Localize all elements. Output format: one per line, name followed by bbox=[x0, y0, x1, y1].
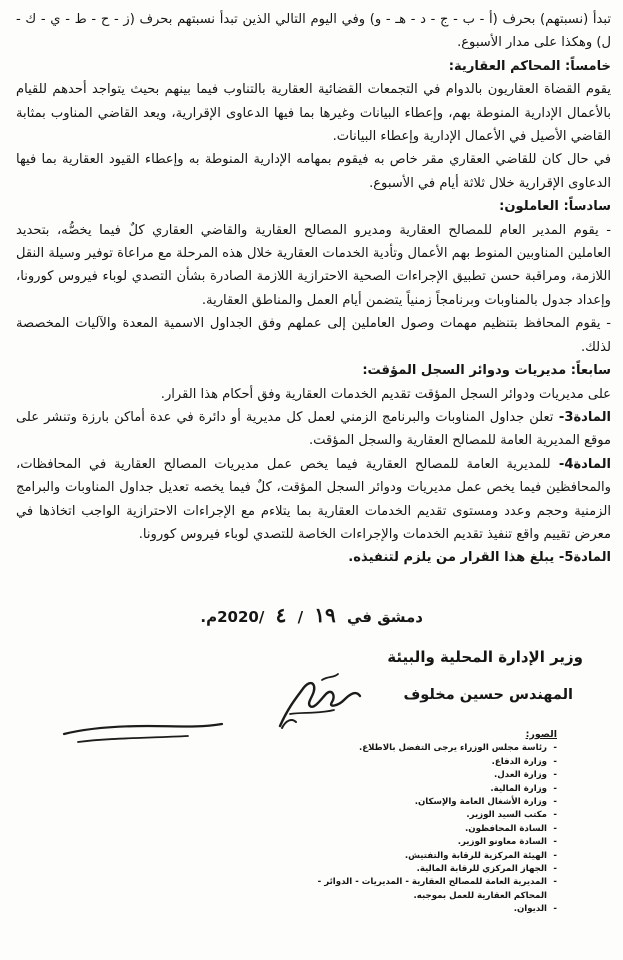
list-item: - الديوان. bbox=[267, 903, 557, 916]
article-3 bbox=[16, 406, 611, 453]
list-item: - مكتب السيد الوزير. bbox=[267, 809, 557, 822]
handwritten-stroke-icon bbox=[58, 712, 228, 752]
date-place: دمشق في bbox=[347, 608, 423, 626]
list-item: - وزارة الدفاع. bbox=[267, 756, 557, 769]
paragraph-temporary-registry: على مديريات ودوائر السجل المؤقت تقديم الخدمات العقارية وفق أحكام هذا القرار. bbox=[160, 386, 611, 402]
article-5 bbox=[16, 546, 611, 569]
section-heading-real-estate-courts: خامساً: المحاكم العقارية: bbox=[448, 58, 611, 74]
minister-name: المهندس حسين مخلوف bbox=[403, 687, 573, 703]
article-5-text: يبلغ هذا القرار من يلزم لتنفيذه. bbox=[348, 550, 555, 566]
article-4-label: المادة4- bbox=[550, 456, 612, 472]
article-4-text: للمديرية العامة للمصالح العقارية فيما يخص عمل مديريات المصالح العقارية في المحافظات، والمحافظين فيما يخص عمل مديريات ودوائر السجل المؤقت، كلٌ فيما يخصه تعديل جداول المناوبات والبرامج الزمنية وحجم وعدد ومستوى تقديم الخدمات العقارية بما يتلاءم مع الإجراءات الاحترازية الواجب اتخاذها في معرض تقييم واقع تنفيذ تقديم الخدمات والإجراءات الخاصة للتصدي لوباء فيروس كورونا. bbox=[16, 456, 611, 542]
list-item: - السادة معاونو الوزير. bbox=[267, 836, 557, 849]
article-4 bbox=[16, 453, 611, 547]
date-line bbox=[194, 603, 423, 627]
list-item: - الهيئة المركزية للرقابة والتفتيش. bbox=[267, 850, 557, 863]
paragraph-judges-rotation: يقوم القضاة العقاريون بالدوام في التجمعات القضائية العقارية بالتناوب فيما بينهم بحيث يتواجد أحدهم للقيام بالأعمال الإدارية المنوطة بهم، وإعطاء البيانات وغيرها بما فيها الدعاوى الإقرارية، ويعد القاضي المناوب بمثابة القاضي الأصيل في الأعمال الإدارية وإعطاء البيانات. bbox=[16, 82, 611, 145]
paragraph-continuation: تبدأ (نسبتهم) بحرف (أ - ب - ج - د - هـ - و) وفي اليوم التالي الذين تبدأ نسبتهم بحرف (ز - ح - ط - ي - ك - ل) وهكذا على مدار الأسبوع. bbox=[16, 12, 611, 51]
list-item: - وزارة العدل. bbox=[267, 769, 557, 782]
section-heading-temporary-registry: سابعاً: مديريات ودوائر السجل المؤقت: bbox=[362, 363, 611, 379]
paragraph-governor-duties: - يقوم المحافظ بتنظيم مهمات وصول العاملين إلى عملهم وفق الجداول الاسمية المعدة والآليات المخصصة لذلك. bbox=[16, 316, 611, 355]
section-heading-workers: سادساً: العاملون: bbox=[499, 199, 611, 215]
minister-title: وزير الإدارة المحلية والبيئة bbox=[387, 648, 583, 666]
paragraph-judge-private-office: في حال كان للقاضي العقاري مقر خاص به فيقوم بمهامه الإدارية المنوطة به وإعطاء القيود العقارية بما فيها الدعاوى الإقرارية خلال ثلاثة أيام في الأسبوع. bbox=[16, 152, 611, 191]
list-item: - رئاسة مجلس الوزراء يرجى التفضل بالاطلاع. bbox=[267, 742, 557, 755]
date-separator: / bbox=[297, 608, 304, 626]
decision-body bbox=[16, 8, 611, 570]
date-month: ٤ bbox=[275, 603, 287, 627]
copies-list bbox=[267, 728, 557, 917]
article-3-label: المادة3- bbox=[553, 409, 611, 425]
article-3-text: تعلن جداول المناوبات والبرنامج الزمني لعمل كل مديرية أو دائرة في عدة أماكن بارزة وتنشر على موقع المديرية العامة للمصالح العقارية والسجل المؤقت. bbox=[16, 409, 611, 449]
date-day: ١٩ bbox=[314, 603, 336, 627]
copies-title: الصور: bbox=[525, 729, 557, 740]
copies-items bbox=[267, 742, 557, 916]
paragraph-director-duties: - يقوم المدير العام للمصالح العقارية ومديرو المصالح العقارية والقاضي العقاري كلٌ فيما يخصُّه، بتحديد العاملين المناوبين المنوط بهم الأعمال وتأدية الخدمات العقارية خلال هذه المرحلة مع مراعاة توفير وسيلة النقل اللازمة، ومراقبة حسن تطبيق الإجراءات الصحية الاحترازية اللازمة الصادرة بشأن التصدي لوباء فيروس كورونا، وإعداد جدول بالمناوبات وبرنامجاً زمنياً يتضمن أيام العمل والمناطق العقارية. bbox=[16, 222, 611, 308]
list-item: - وزارة المالية. bbox=[267, 783, 557, 796]
date-year: /2020م. bbox=[200, 608, 265, 626]
list-item: - وزارة الأشغال العامة والإسكان. bbox=[267, 796, 557, 809]
list-item: - الجهاز المركزي للرقابة المالية. bbox=[267, 863, 557, 876]
list-item: - المديرية العامة للمصالح العقارية - المديريات - الدوائر - المحاكم العقارية للعمل بموجبه. bbox=[287, 876, 557, 903]
list-item: - السادة المحافظون. bbox=[267, 823, 557, 836]
article-5-label: المادة5- bbox=[554, 550, 611, 566]
